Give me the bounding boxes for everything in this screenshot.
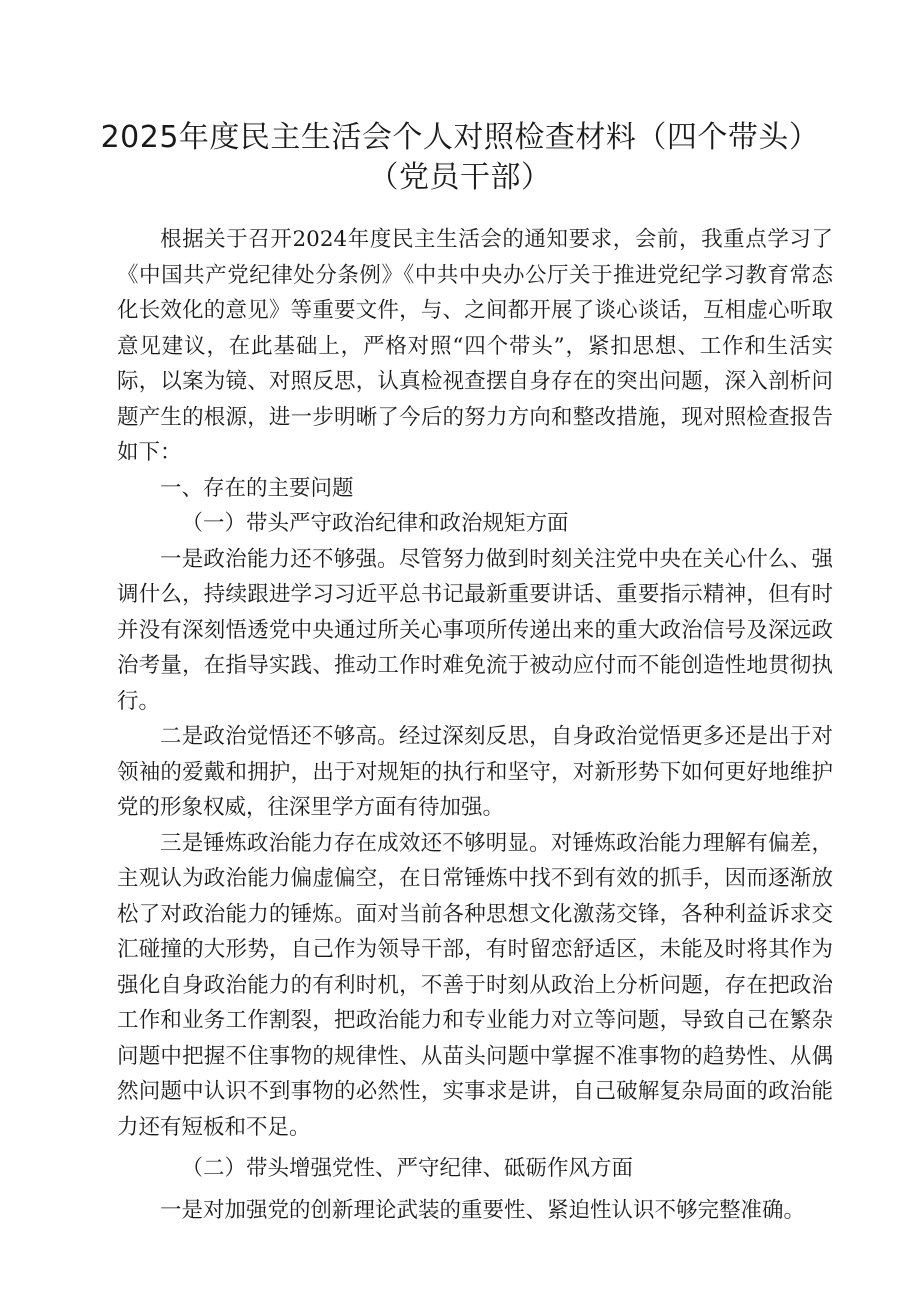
paragraph-theory-armament: 一是对加强党的创新理论武装的重要性、紧迫性认识不够完整准确。 — [160, 1197, 806, 1223]
document-title: 2025年度民主生活会个人对照检查材料（四个带头）（党员干部） — [100, 120, 820, 195]
paragraph-political-ability: 一是政治能力还不够强。尽管努力做到时刻关注党中央在关心什么、强调什么，持续跟进学习习近平总书记最新重要讲话、重要指示精神，但有时并没有深刻悟透党中央通过所关心事项所传递出来的重大政治信号及深远政治考量，在指导实践、推动工作时难免流于被动应付而不能创造性地贯彻执行。 — [117, 546, 833, 714]
subsection-heading-political-discipline: （一）带头严守政治纪律和政治规矩方面 — [181, 511, 569, 536]
intro-paragraph: 根据关于召开2024年度民主生活会的通知要求，会前，我重点学习了《中国共产党纪律处分条例》《中共中央办公厅关于推进党纪学习教育常态化长效化的意见》等重要文件，与、之间都开展了谈心谈话，互相虚心听取意见建议，在此基础上，严格对照“四个带头”，紧扣思想、工作和生活实际，以案为镜、对照反思，认真检视查摆自身存在的突出问题，深入剖析问题产生的根源，进一步明晰了今后的努力方向和整改措施，现对照检查报告如下： — [117, 227, 833, 465]
paragraph-political-awareness: 二是政治觉悟还不够高。经过深刻反思，自身政治觉悟更多还是出于对领袖的爱戴和拥护，出于对规矩的执行和坚守，对新形势下如何更好地维护党的形象权威，往深里学方面有待加强。 — [117, 724, 833, 820]
section-heading-problems: 一、存在的主要问题 — [160, 475, 354, 501]
document-body — [117, 222, 833, 1228]
paragraph-political-tempering: 三是锤炼政治能力存在成效还不够明显。对锤炼政治能力理解有偏差，主观认为政治能力偏虚偏空，在日常锤炼中找不到有效的抓手，因而逐渐放松了对政治能力的锤炼。面对当前各种思想文化激荡交锋，各种利益诉求交汇碰撞的大形势，自己作为领导干部，有时留恋舒适区，未能及时将其作为强化自身政治能力的有利时机，不善于时刻从政治上分析问题，存在把政治工作和业务工作割裂，把政治能力和专业能力对立等问题，导致自己在繁杂问题中把握不住事物的规律性、从苗头问题中掌握不准事物的趋势性、从偶然问题中认识不到事物的必然性，实事求是讲，自己破解复杂局面的政治能力还有短板和不足。 — [117, 830, 833, 1140]
subsection-heading-party-spirit: （二）带头增强党性、严守纪律、砥砺作风方面 — [181, 1156, 634, 1181]
